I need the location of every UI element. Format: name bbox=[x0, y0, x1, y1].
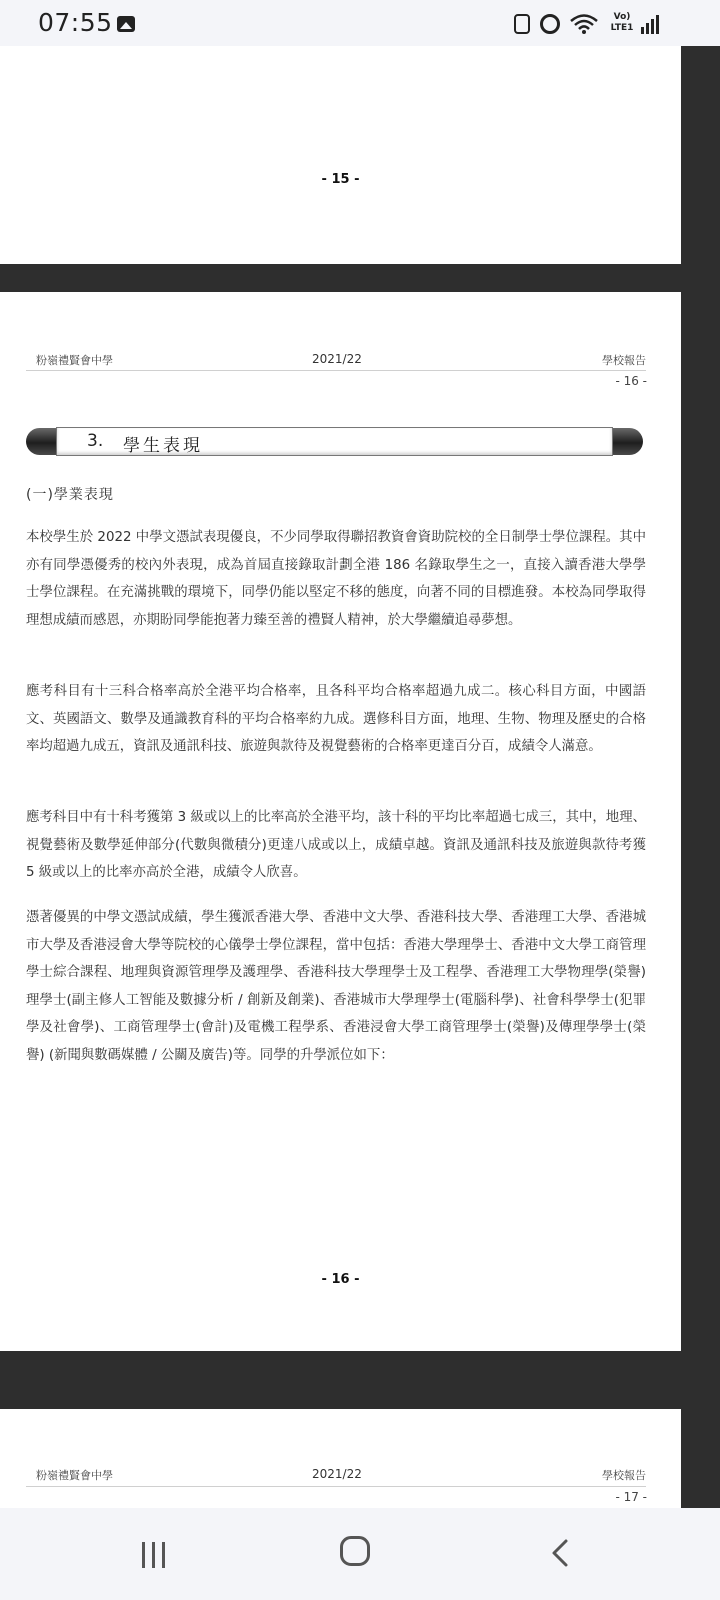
recents-icon[interactable] bbox=[136, 1538, 176, 1574]
home-icon[interactable] bbox=[340, 1536, 370, 1566]
page-footer-number: - 15 - bbox=[321, 172, 360, 187]
subsection-title: (一)學業表現 bbox=[26, 487, 114, 503]
status-time: 07:55 bbox=[38, 8, 113, 37]
section-title: 學生表現 bbox=[123, 436, 203, 456]
paragraph: 本校學生於 2022 中學文憑試表現優良，不少同學取得聯招教資會資助院校的全日制學士學位課程。其中亦有同學憑優秀的校內外表現，成為首屆直接錄取計劃全港 186 名錄取學生之一，直接入讀香港大學學士學位課程。在充滿挑戰的環境下，同學仍能以堅定不移的態度，向著不同的目標進發。本校為同學取得理想成績而感恩，亦期盼同學能抱著力臻至善的禮賢人精神，於大學繼續追尋夢想。 bbox=[26, 530, 646, 628]
header-school-name: 粉嶺禮賢會中學 bbox=[36, 354, 113, 367]
header-school-name: 粉嶺禮賢會中學 bbox=[36, 1469, 113, 1482]
pdf-viewer[interactable] bbox=[0, 46, 720, 1508]
volte-icon bbox=[607, 12, 637, 36]
header-year: 2021/22 bbox=[312, 352, 362, 366]
navigation-bar bbox=[0, 1508, 720, 1600]
header-page-number: - 16 - bbox=[615, 374, 647, 388]
section-number: 3. bbox=[87, 431, 104, 451]
status-bar bbox=[0, 0, 720, 46]
paragraph: 應考科目中有十科考獲第 3 級或以上的比率高於全港平均，該十科的平均比率超過七成三，其中，地理、視覺藝術及數學延伸部分(代數與微積分)更達八成或以上，成績卓越。資訊及通訊科技及旅遊與款待考獲 5 級或以上的比率亦高於全港，成績令人欣喜。 bbox=[26, 810, 646, 880]
header-divider bbox=[26, 370, 646, 371]
document-page-15 bbox=[0, 46, 681, 264]
document-page-16 bbox=[0, 292, 681, 1351]
signal-icon bbox=[640, 14, 660, 34]
banner-bar bbox=[56, 427, 613, 456]
volte-label-top: Vo) bbox=[613, 12, 631, 22]
page-footer-number: - 16 - bbox=[321, 1272, 360, 1287]
header-divider bbox=[26, 1486, 646, 1487]
nfc-icon bbox=[514, 14, 530, 34]
header-report-title: 學校報告 bbox=[602, 1469, 646, 1482]
section-banner bbox=[26, 427, 643, 456]
header-report-title: 學校報告 bbox=[602, 354, 646, 367]
document-page-17 bbox=[0, 1409, 681, 1508]
image-icon bbox=[117, 16, 135, 32]
header-year: 2021/22 bbox=[312, 1467, 362, 1481]
volte-label-bottom: LTE1 bbox=[610, 23, 634, 33]
back-icon[interactable] bbox=[548, 1538, 572, 1568]
header-page-number: - 17 - bbox=[615, 1490, 647, 1504]
wifi-icon bbox=[569, 14, 599, 34]
alarm-icon bbox=[540, 14, 560, 34]
paragraph: 應考科目有十三科合格率高於全港平均合格率，且各科平均合格率超過九成二。核心科目方面，中國語文、英國語文、數學及通識教育科的平均合格率約九成。選修科目方面，地理、生物、物理及歷史的合格率均超過九成五，資訊及通訊科技、旅遊與款待及視覺藝術的合格率更達百分百，成績令人滿意。 bbox=[26, 684, 646, 754]
paragraph: 憑著優異的中學文憑試成績，學生獲派香港大學、香港中文大學、香港科技大學、香港理工大學、香港城市大學及香港浸會大學等院校的心儀學士學位課程，當中包括：香港大學理學士、香港中文大學工商管理學士綜合課程、地理與資源管理學及護理學、香港科技大學理學士及工程學、香港理工大學物理學(榮譽)理學士(副主修人工智能及數據分析 / 創新及創業)、香港城市大學理學士(電腦科學)、社會科學學士(犯罪學及社會學)、工商管理學士(會計)及電機工程學系、香港浸會大學工商管理學士(榮譽)及傳理學學士(榮譽) (新聞與數碼媒體 / 公關及廣告)等。同學的升學派位如下： bbox=[26, 910, 646, 1063]
